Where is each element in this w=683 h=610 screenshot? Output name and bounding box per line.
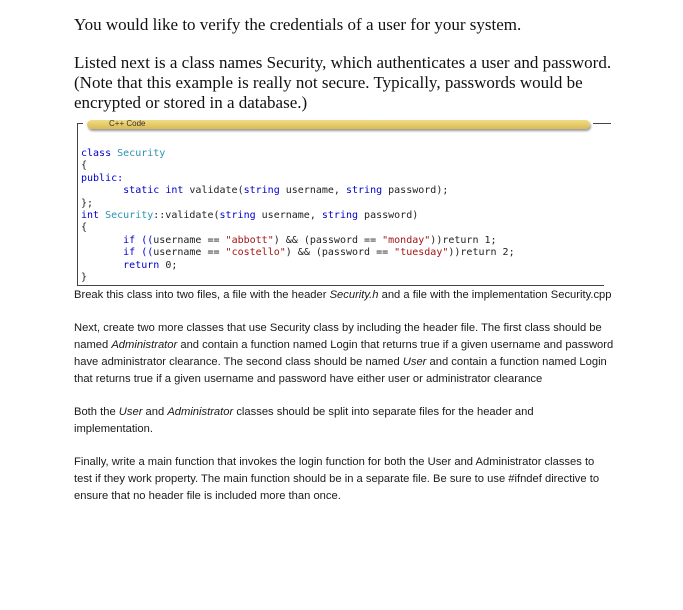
code-token: "monday" xyxy=(382,234,431,246)
intro-sentence: You would like to verify the credentials of a user for your system. xyxy=(74,15,522,34)
code-token: "costello" xyxy=(225,247,286,259)
code-block xyxy=(77,119,604,286)
code-token: username xyxy=(153,234,202,246)
intro-paragraph: Listed next is a class names Security, which authenticates a user and password. (Note that this example is really not secure. Typically, passwords would be encrypted or stored in a database.) xyxy=(74,53,612,112)
paragraph-split-files: Both the User and Administrator classes should be split into separate files for the header and implementation. xyxy=(74,406,534,435)
code-token: password xyxy=(321,247,371,259)
code-token: password xyxy=(388,185,437,197)
code-token: return xyxy=(123,259,160,271)
code-token: == xyxy=(376,247,389,259)
code-token: validate( xyxy=(189,185,244,197)
code-token: "tuesday" xyxy=(394,247,449,259)
code-token: Security xyxy=(105,210,154,222)
code-token: if (( xyxy=(123,247,154,259)
paragraph-create-classes: Next, create two more classes that use Security class by including the header file. The first class should be named Administrator and contain a function named Login that returns true if a given username and password have administrator clearance. The second class should be named User and contain a function named Login that returns true if a given username and password have either user or administrator clearance xyxy=(74,322,614,385)
code-token: string xyxy=(243,185,280,197)
code-token: { xyxy=(81,222,88,234)
code-token: public: xyxy=(81,172,124,184)
code-frame-corner-left xyxy=(77,123,83,124)
code-token: , xyxy=(309,210,316,222)
code-token: string xyxy=(321,210,359,222)
paragraph-main-function: Finally, write a main function that invokes the login function for both the User and Administrator classes to test if they work property. The main function should be in a separate file. Be sure to use #ifndef directive to ensure that no header file is included more than once. xyxy=(74,456,600,502)
code-listing xyxy=(81,148,515,284)
code-token: if (( xyxy=(123,234,154,246)
code-token: username xyxy=(261,210,310,222)
assignment-instructions xyxy=(74,287,614,521)
code-label-tab xyxy=(87,120,590,129)
code-token: 0; xyxy=(165,259,178,271)
code-token: username xyxy=(285,185,334,197)
code-token: password xyxy=(309,234,359,246)
code-token: == xyxy=(207,247,220,259)
code-token: class xyxy=(81,148,112,159)
code-token: ::validate( xyxy=(153,210,220,222)
code-token: ))return 1; xyxy=(430,234,497,246)
code-token: == xyxy=(364,234,377,246)
code-token: }; xyxy=(81,197,94,209)
code-token: password xyxy=(364,210,413,222)
code-token: ) xyxy=(412,210,419,222)
code-token: , xyxy=(333,185,340,197)
code-token: ); xyxy=(436,185,449,197)
code-token: Security xyxy=(117,148,166,159)
code-token: { xyxy=(81,160,88,172)
code-frame-corner-right xyxy=(593,123,611,124)
paragraph-split-security: Break this class into two files, a file with the header Security.h and a file with the implementation Security.cpp xyxy=(74,289,612,301)
code-token: "abbott" xyxy=(225,234,274,246)
code-label: C++ Code xyxy=(109,119,146,128)
code-token: } xyxy=(81,272,88,284)
code-token: string xyxy=(345,185,383,197)
code-token: username xyxy=(153,247,202,259)
code-token: ) && ( xyxy=(273,234,310,246)
code-token: ))return 2; xyxy=(448,247,515,259)
code-token: ) && ( xyxy=(285,247,322,259)
code-token: int xyxy=(81,210,100,222)
code-token: static xyxy=(123,185,160,197)
code-token: string xyxy=(219,210,256,222)
code-token: int xyxy=(165,185,184,197)
code-token: == xyxy=(207,234,220,246)
